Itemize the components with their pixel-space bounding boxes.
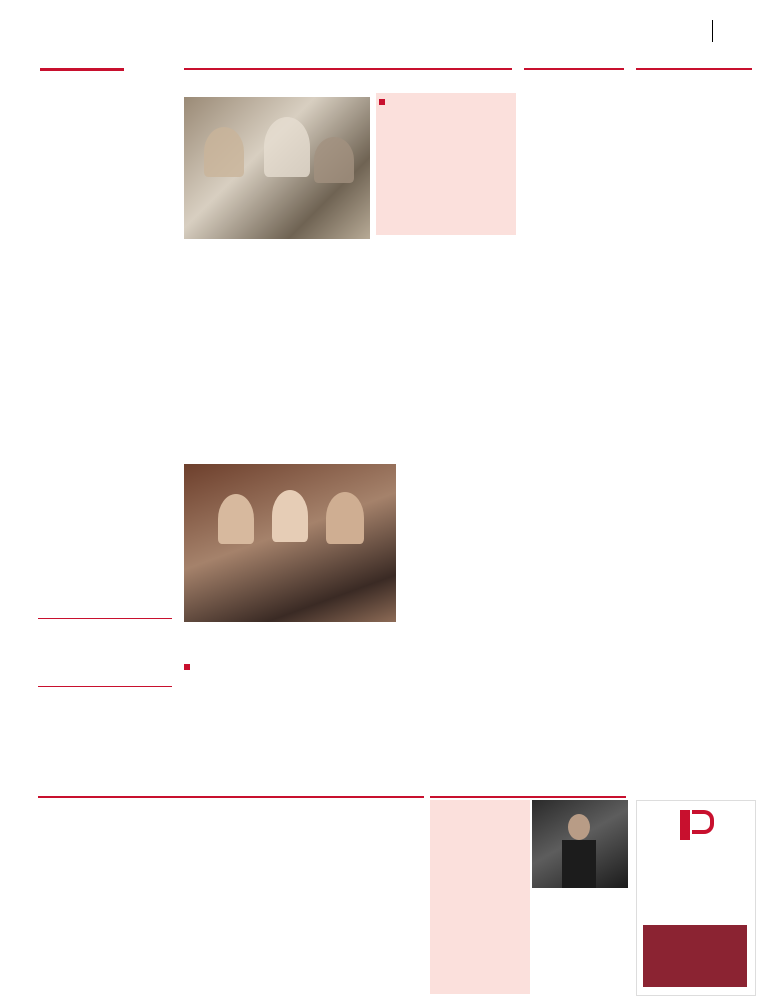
vita-body-2 [38, 692, 172, 854]
lions-marker [184, 664, 190, 670]
cart-body-1 [38, 845, 160, 949]
listings-title [430, 800, 530, 806]
publicity-label [637, 801, 755, 804]
divider [38, 686, 172, 687]
trame-item [636, 113, 754, 120]
assoc-body-4 [524, 603, 628, 755]
filiale-title [643, 925, 747, 929]
prime-visioni-bar [430, 796, 626, 798]
vita-body-1 [38, 145, 170, 549]
assoc-body-2 [524, 265, 628, 345]
listings-box [430, 800, 530, 994]
cartellone-bar [38, 796, 424, 798]
sodalizio-box [376, 93, 516, 235]
trame-item [636, 106, 754, 113]
trame-item [636, 155, 754, 162]
trame-item [636, 134, 754, 141]
sodalizio-rule [184, 68, 512, 70]
volunteers-photo [184, 97, 370, 239]
jovovich-photo [532, 800, 628, 888]
divider [38, 618, 172, 619]
trame-list [636, 92, 754, 738]
trame-item [636, 127, 754, 134]
page-header [0, 0, 768, 48]
trame-item [636, 92, 754, 99]
trame-item [636, 148, 754, 155]
box-text [387, 96, 513, 232]
pk-logo [676, 810, 716, 840]
trame-item [636, 99, 754, 106]
trame-item [636, 141, 754, 148]
sodalizio-col-3 [405, 352, 509, 752]
publicity-ad [636, 800, 756, 996]
trame-rule [636, 68, 752, 70]
box-marker [379, 99, 385, 105]
vita-rule [40, 68, 124, 71]
assoc-body-3 [524, 394, 628, 554]
cart-title-2 [38, 962, 158, 990]
listings-right [532, 900, 628, 992]
cart-body-4 [298, 864, 422, 992]
sodalizio-col-2 [295, 352, 399, 452]
cart-body-3 [168, 958, 290, 992]
lions-photo [184, 464, 396, 622]
cart-body-2 [168, 806, 290, 916]
page-divider [712, 20, 713, 42]
sodalizio-col-1 [184, 352, 288, 452]
trame-item [636, 120, 754, 127]
assoc-rule [524, 68, 624, 70]
assoc-body-1 [524, 137, 628, 215]
filiale-box [643, 925, 747, 987]
trame-item [636, 162, 754, 169]
